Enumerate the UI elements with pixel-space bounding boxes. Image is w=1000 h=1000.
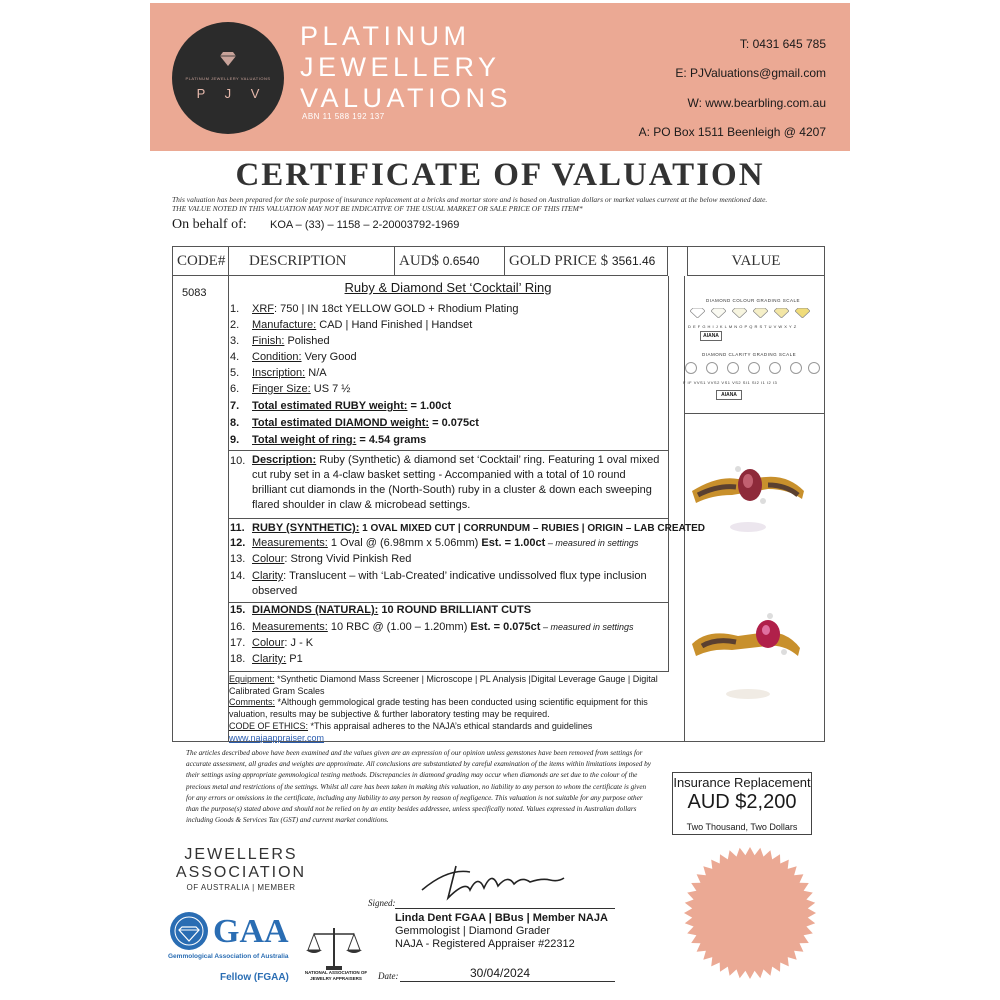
diamond-icon: [774, 308, 789, 318]
insurance-value: AUD $2,200: [687, 791, 797, 813]
clarity-diamond-icon: [769, 362, 781, 374]
diamond-header: 15. DIAMONDS (NATURAL): 10 ROUND BRILLIANT CUTS: [230, 604, 532, 616]
spec-line: 4. Condition: Very Good: [230, 351, 357, 363]
brand-line: VALUATIONS: [300, 83, 513, 113]
clarity-grades: F IF VVS1 VVS2 VS1 VS2 SI1 SI2 I1 I2 I3: [683, 380, 778, 385]
colour-grades: D E F G H I J K L M N O P Q R S T U V W X Y Z: [688, 324, 797, 329]
gaa-subtitle: Gemmological Association of Australia: [168, 953, 289, 960]
colour-scale-title: DIAMOND COLOUR GRADING SCALE: [706, 298, 801, 303]
brand-name: [300, 21, 512, 114]
contact-address: A: PO Box 1511 Beenleigh @ 4207: [638, 125, 826, 139]
header-gold: [504, 246, 668, 276]
signer-name: Linda Dent FGAA | BBus | Member NAJA: [395, 912, 608, 924]
diamond-icon: [711, 308, 726, 318]
diamond-icon: [220, 52, 236, 66]
clarity-diamond-icon: [790, 362, 802, 374]
header-aud: [394, 246, 505, 276]
spec-line: 2. Manufacture: CAD | Hand Finished | Handset: [230, 319, 473, 331]
diamond-colour: 17. Colour: J - K: [230, 637, 314, 649]
column-divider: [228, 276, 229, 742]
gold-value: 3561.46: [611, 254, 656, 268]
date-line: [400, 981, 615, 982]
insurance-words: Two Thousand, Two Dollars: [686, 822, 798, 832]
signature: [418, 860, 568, 904]
header-value: VALUE: [687, 246, 825, 276]
row-divider: [228, 671, 669, 672]
pjv-logo: [172, 22, 284, 134]
clarity-diamond-icon: [706, 362, 718, 374]
row-divider: [685, 413, 825, 414]
abn: ABN 11 588 192 137: [302, 112, 385, 121]
certificate-title: CERTIFICATE OF VALUATION: [235, 157, 765, 193]
row-divider: [228, 602, 669, 603]
intro-text: [172, 195, 832, 213]
scales-of-justice-icon: [298, 924, 370, 972]
header-description: DESCRIPTION: [228, 246, 395, 276]
ring-photo-side: [688, 602, 808, 712]
naja-link[interactable]: www.najaappraiser.com: [229, 732, 325, 743]
embossed-seal: [683, 846, 817, 980]
item-title: Ruby & Diamond Set ‘Cocktail’ Ring: [344, 280, 552, 295]
equipment-note: Equipment: *Synthetic Diamond Mass Screener | Microscope | PL Analysis |Digital Leverage Gauge | Digital Calibrated Gram Scales: [229, 674, 658, 696]
diamond-measurements: 16. Measurements: 10 RBC @ (1.00 – 1.20mm) Est. = 0.075ct – measured in settings: [230, 621, 634, 633]
ruby-colour: 13. Colour: Strong Vivid Pinkish Red: [230, 553, 412, 565]
gaa-diamond-icon: [170, 912, 208, 950]
signer-registration: NAJA - Registered Appraiser #22312: [395, 938, 575, 950]
contact-email: E: PJValuations@gmail.com: [675, 66, 826, 80]
ruby-clarity-number: 14.: [230, 570, 246, 582]
spec-line: 5. Inscription: N/A: [230, 367, 327, 379]
diamond-clarity: 18. Clarity: P1: [230, 653, 303, 665]
ruby-header: 11. RUBY (SYNTHETIC): 1 OVAL MIXED CUT | CORRUNDUM – RUBIES | ORIGIN – LAB CREATED: [230, 522, 705, 534]
spec-line: 8. Total estimated DIAMOND weight: = 0.075ct: [230, 417, 479, 429]
date-label: Date:: [378, 971, 399, 981]
spec-line: 3. Finish: Polished: [230, 335, 330, 347]
behalf-label: On behalf of:: [172, 217, 247, 232]
contact-phone: T: 0431 645 785: [739, 37, 826, 51]
gaa-logo-text: GAA: [213, 913, 289, 950]
comments-note: Comments: *Although gemmological grade testing has been conducted using scientific equipment for this valuation, results may be subjective & further laboratory testing may be required.: [229, 697, 648, 719]
header-banner: [150, 3, 850, 151]
clarity-scale-title: DIAMOND CLARITY GRADING SCALE: [702, 352, 797, 357]
gaa-fellow: Fellow (FGAA): [220, 972, 289, 983]
date-value: 30/04/2024: [470, 966, 531, 980]
jewellers-association-logo: [172, 846, 310, 894]
desc-number: 10.: [230, 455, 246, 467]
spec-line: 6. Finger Size: US 7 ½: [230, 383, 351, 395]
insurance-label: Insurance Replacement: [673, 775, 811, 790]
signature-line: [395, 908, 615, 909]
item-description: Description: Ruby (Synthetic) & diamond set ‘Cocktail’ ring. Featuring 1 oval mixed cut ruby set in a 4-claw basket setting - Accompanied with a total of 10 round brilliant cut diamonds in the (North-South) ruby in a cluster & down each sweeping flared shoulder in claw & microbead settings.: [252, 454, 660, 511]
diamond-icon: [732, 308, 747, 318]
contact-web: W: www.bearbling.com.au: [687, 96, 826, 110]
ja-line: JEWELLERS: [184, 846, 298, 863]
row-divider: [228, 518, 669, 519]
clarity-diamond-icon: [685, 362, 697, 374]
clarity-diamond-icon: [727, 362, 739, 374]
signed-label: Signed:: [368, 898, 396, 908]
row-divider: [228, 450, 669, 451]
intro-line: THE VALUE NOTED IN THIS VALUATION MAY NOT BE INDICATIVE OF THE USUAL MARKET OR SALE PRICE OF THIS ITEM*: [172, 204, 583, 213]
column-divider: [684, 276, 685, 742]
signer-role: Gemmologist | Diamond Grader: [395, 925, 551, 937]
ja-line: OF AUSTRALIA | MEMBER: [186, 883, 296, 892]
aud-label: AUD$: [399, 253, 439, 269]
intro-line: This valuation has been prepared for the sole purpose of insurance replacement at a bricks and mortar store and is based on Australian dollars or market values current at the below mentioned date.: [172, 195, 768, 204]
aud-value: 0.6540: [442, 254, 480, 268]
naja-logo-text: NATIONAL ASSOCIATION OF JEWELRY APPRAISERS: [304, 970, 368, 981]
logo-initials: P J V: [196, 86, 268, 101]
clarity-diamond-icon: [748, 362, 760, 374]
ethics-note: CODE OF ETHICS: *This appraisal adheres to the NAJA’s ethical standards and guidelines www.najaappraiser.com: [229, 721, 593, 743]
ruby-measurements: 12. Measurements: 1 Oval @ (6.98mm x 5.06mm) Est. = 1.00ct – measured in settings: [230, 537, 639, 549]
spec-line: 1. XRF: 750 | IN 18ct YELLOW GOLD + Rhodium Plating: [230, 303, 519, 315]
diamond-icon: [795, 308, 810, 318]
behalf-value: KOA – (33) – 1158 – 2-20003792-1969: [270, 219, 460, 231]
diamond-icon: [690, 308, 705, 318]
gold-label: GOLD PRICE $: [509, 253, 609, 269]
ja-line: ASSOCIATION: [175, 864, 307, 881]
diamond-icon: [753, 308, 768, 318]
disclaimer: The articles described above have been examined and the values given are an expression of our opinion unless gemstones have been removed from settings for accurate assessment, all grades and weights are approximate. All conclusions are substantiated by careful examination of the items within limitations imposed by their settings using appropriate gemmological testing methods. Discrepancies in diamond grading may occur when diamonds are set due to the colour of the precious metal and restrictions of the settings. Whilst all care has been taken in making this valuation, no liability to any person to whom the certificate is given for any errors or omissions in the certificate, including any liability to any person by reason of negligence. This valuation is not suitable for any purpose other than the purpose(s) stated above and should not be relied on by an entity besides addressee, unless specifically noted. Values expressed in Australian dollars including Goods & Services Tax (GST) and current market conditions.: [186, 749, 651, 825]
column-divider: [668, 276, 669, 672]
ruby-clarity: Clarity: Translucent – with ‘Lab-Created’ indicative undissolved flux type inclusion observed: [252, 570, 647, 597]
item-code: 5083: [182, 287, 207, 299]
brand-line: JEWELLERY: [300, 52, 501, 82]
aiana-badge: AIANA: [700, 331, 722, 341]
spec-line: 9. Total weight of ring: = 4.54 grams: [230, 434, 427, 446]
aiana-badge: AIANA: [716, 390, 742, 400]
clarity-diamond-icon: [808, 362, 820, 374]
logo-small-text: PLATINUM JEWELLERY VALUATIONS: [185, 76, 271, 81]
spec-line: 7. Total estimated RUBY weight: = 1.00ct: [230, 400, 452, 412]
header-code: CODE#: [172, 246, 229, 276]
ring-photo-front: [688, 455, 808, 535]
brand-line: PLATINUM: [300, 21, 471, 51]
